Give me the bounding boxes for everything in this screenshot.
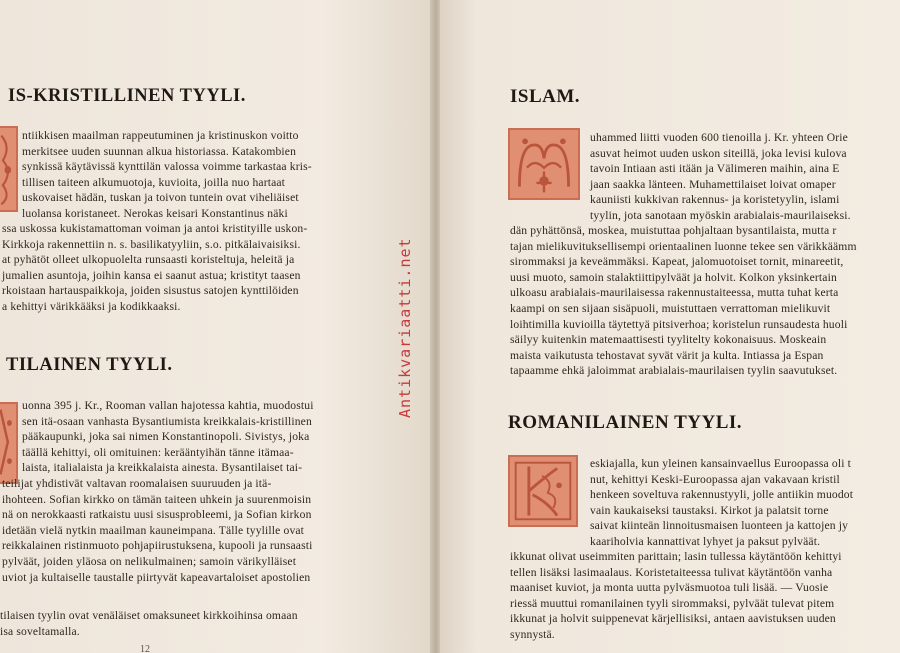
text-line: rkoistaan hartauspaikkoja, joiden sisustus satojen kynttilöiden xyxy=(2,284,299,298)
paragraph-byzantine xyxy=(22,398,314,476)
text-line: tavoin Intiaan asti itään ja Välimeren maihin, aina E xyxy=(590,162,840,176)
text-line: tajan mielikuvituksellisempi orientaalinen luonne tekee sen värikkäämm xyxy=(510,239,857,253)
text-line: kaampi on sen sijaan sisäpuoli, muistuttaen verrattoman mielikuvit xyxy=(510,301,831,315)
text-line: teilijat yhdistivät valtavan roomalaisen suuruuden ja itä- xyxy=(2,477,272,490)
text-line: laista, italialaista ja kreikkalaista ainesta. Bysantilaiset tai- xyxy=(22,461,303,475)
paragraph-byzantine-cont xyxy=(2,476,313,585)
text-line: tyylin, jota sanotaan myöskin arabialais-maurilaiseksi. xyxy=(590,208,851,222)
paragraph-early-christian xyxy=(22,128,312,222)
watermark xyxy=(392,237,414,418)
text-line: henkeen soveltuva rakennustyyli, jolle antiikin muodot xyxy=(590,488,854,502)
text-line: ulkoasu arabialais-maurilaisessa rakennustaiteessa, mutta tuhat kerta xyxy=(510,286,839,300)
text-line: asuvat heimot uuden uskon siteillä, joka levisi kulova xyxy=(590,146,847,160)
text-line: uskovaiset hädän, tuskan ja toivon tuntein ovat viheliäiset xyxy=(22,191,299,205)
text-line: dän pyhättönsä, moskea, muistuttaa pohjaltaan bysantilaista, mutta r xyxy=(510,224,837,237)
paragraph-islam xyxy=(590,130,851,224)
text-line: ikkunat olivat useimmiten parittain; lasin tullessa käytäntöön kehittyi xyxy=(510,550,842,563)
paragraph-romanesque xyxy=(590,456,853,550)
page-number: 12 xyxy=(140,644,150,653)
text-line: idetään vielä nytkin maailman kauneimpana. Tälle tyylille ovat xyxy=(2,523,305,537)
decorative-initial-k xyxy=(508,455,578,527)
text-line: tapaamme ehkä jaloimmat arabialais-maurilaisen tyylin saavutukset. xyxy=(510,364,838,378)
text-line: tellen lisäksi lasimaalaus. Koristetaiteessa tulivat käytäntöön vanha xyxy=(510,565,833,579)
section-title-romanesque: ROMANILAINEN TYYLI. xyxy=(508,412,743,433)
text-line: ihohteen. Sofian kirkko on tämän taiteen uhkein ja suurenmoisin xyxy=(2,492,312,506)
watermark-text: Antikvariaatti.net xyxy=(396,237,414,418)
decorative-initial-v xyxy=(0,402,18,484)
text-line: kaariholvia kannattivat lyhyet ja paksut pylväät. xyxy=(590,534,821,548)
text-line: vain kaukaiseksi taustaksi. Kirkot ja palatsit torne xyxy=(590,503,829,517)
text-line: at pyhätöt olleet ulkopuolelta runsaasti koristeltuja, heleitä ja xyxy=(2,253,295,267)
text-line: kauniisti kukkivan rakennus- ja koristetyylin, islami xyxy=(590,193,840,207)
section-title-byzantine: TILAINEN TYYLI. xyxy=(6,355,173,375)
ornament-icon xyxy=(0,404,16,482)
text-line: riessä muuttui romanilainen tyyli sirommaksi, pylväät tulevat pitem xyxy=(510,596,835,610)
text-line: luolansa koristaneet. Nerokas keisari Konstantinus näki xyxy=(22,206,288,220)
text-line: jaan saakka länteen. Muhamettilaiset loivat omaper xyxy=(590,177,836,191)
text-line: uhammed liitti vuoden 600 tienoilla j. Kr. yhteen Orie xyxy=(590,131,848,144)
text-line: synkissä käytävissä kynttilän valossa voimme tarkastaa kris- xyxy=(22,160,312,174)
text-line: Kirkkoja rakennettiin n. s. basilikatyyliin, s.o. pitkälaivaisiksi. xyxy=(2,237,301,251)
paragraph-romanesque-cont xyxy=(510,549,842,643)
text-line: loihtimilla kuvioilla täytettyä pitsiverhoa; koristelun runsaudesta huoli xyxy=(510,317,848,331)
text-line: ssa uskossa kukistamattoman voiman ja antoi kristityille uskon- xyxy=(2,222,308,235)
ornament-icon xyxy=(0,128,16,210)
text-line: säilyy kuitenkin matemaattisesti tyylitelty kokonaisuus. Moskeain xyxy=(510,333,827,347)
paragraph-early-christian-cont xyxy=(2,221,307,315)
text-line: uusi muoto, samoin stalaktiittipylväät ja holvit. Kolkon yksinkertain xyxy=(510,270,837,284)
left-page xyxy=(0,0,432,653)
text-line: saivat kiinteän linnoitusmaisen luonteen ja kattojen jy xyxy=(590,519,849,533)
text-line: ikkunat ja holvit suippenevat kärjellisiksi, antaen aavistuksen uuden xyxy=(510,612,836,626)
text-line: pylväät, joiden yläosa on nelikulmainen; samoin värikylläiset xyxy=(2,554,297,568)
text-line: a kehittyi värikkääksi ja kodikkaaksi. xyxy=(2,299,181,313)
text-line: maaniset kuviot, ja monta uutta pylväsmuotoa tuli lisää. — Vuosie xyxy=(510,581,829,595)
text-line: isa soveltamalla. xyxy=(0,624,80,638)
text-line: sen itä-osaan vanhasta Bysantiumista kreikkalais-kristillinen xyxy=(22,414,312,428)
decorative-initial-a xyxy=(0,126,18,212)
text-line: pääkaupunki, joka sai nimen Konstantinopoli. Sivistys, joka xyxy=(22,430,310,444)
text-line: maista vaikutusta tehostavat syvät värit ja kulta. Intiassa ja Espan xyxy=(510,348,824,362)
paragraph-byzantine-closing xyxy=(0,608,298,639)
text-line: jumalien asuntoja, joihin kansa ei saanut astua; kristityt taasen xyxy=(2,268,301,282)
text-line: uviot ja kultaiselle taustalle piirtyvät kapeavartaloiset apostolien xyxy=(2,570,311,584)
text-line: nä on nerokkaasti ratkaistu uusi sisusprobleemi, ja Sofian kirkon xyxy=(2,508,312,522)
text-line: tillisen taiteen alkumuotoja, kuvioita, joilla nuo hartaat xyxy=(22,175,286,189)
text-line: sirommaksi ja keveämmäksi. Kapeat, jalomuotoiset tornit, minareetit, xyxy=(510,255,844,269)
paragraph-islam-cont xyxy=(510,223,857,379)
text-line: merkitsee uuden suunnan alkua historiassa. Katakombien xyxy=(22,144,297,158)
romanesque-ornament-icon xyxy=(510,457,576,525)
text-line: eskiajalla, kun yleinen kansainvaellus Euroopassa oli t xyxy=(590,457,851,470)
text-line: uonna 395 j. Kr., Rooman vallan hajotessa kahtia, muodostui xyxy=(22,399,314,412)
section-title-early-christian: IS-KRISTILLINEN TYYLI. xyxy=(8,86,246,106)
text-line: täällä kehittyi, oli omituinen: kerääntyihän tänne itämaa- xyxy=(22,445,294,459)
arabesque-ornament-icon xyxy=(510,130,578,198)
text-line: reikkalainen ristinmuoto pohjapiirustuksena, kupooli ja runsaasti xyxy=(2,539,313,553)
text-line: synnystä. xyxy=(510,627,555,641)
text-line: ntiikkisen maailman rappeutuminen ja kristinuskon voitto xyxy=(22,129,299,142)
text-line: tilaisen tyylin ovat venäläiset omaksuneet kirkkoihinsa omaan xyxy=(0,609,298,622)
section-title-islam: ISLAM. xyxy=(510,86,581,107)
decorative-initial-m xyxy=(508,128,580,200)
right-page xyxy=(440,0,900,653)
text-line: nut, kehittyi Keski-Euroopassa ajan vakavaan kristil xyxy=(590,472,840,486)
